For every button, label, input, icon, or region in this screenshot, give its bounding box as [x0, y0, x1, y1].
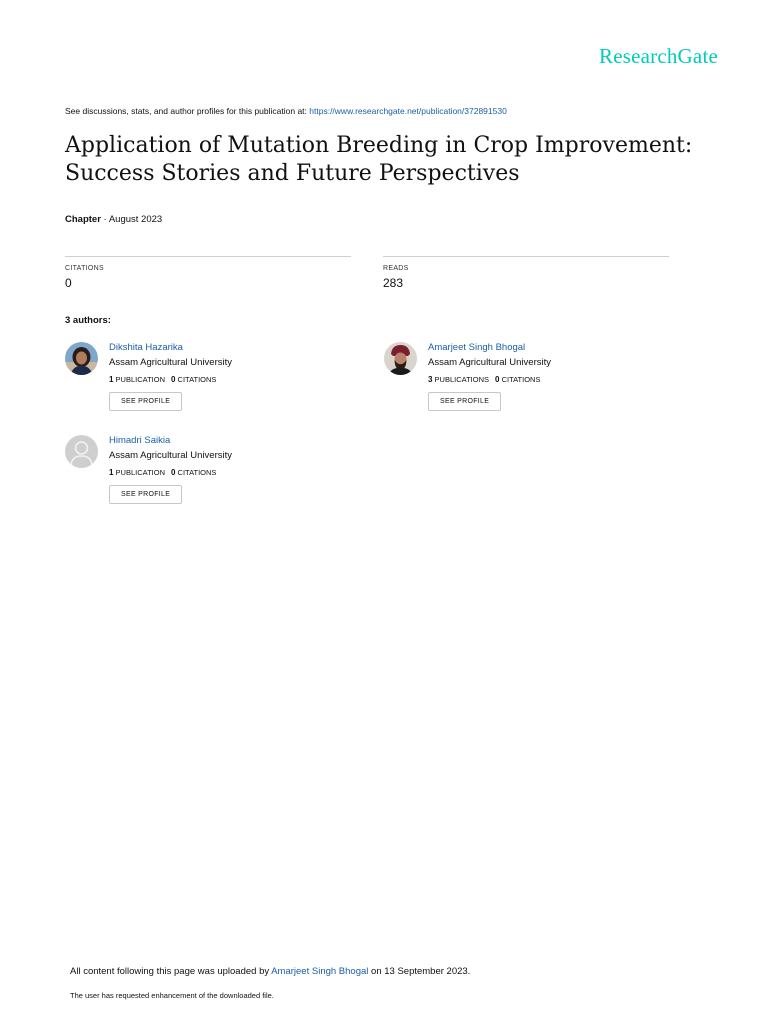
citations-stat [65, 256, 351, 290]
upload-suffix: on 13 September 2023. [368, 966, 471, 977]
author-counts [428, 375, 658, 384]
avatar[interactable] [65, 342, 98, 375]
avatar[interactable] [65, 435, 98, 468]
author-citations-label: CITATIONS [177, 375, 217, 384]
publications-label: PUBLICATIONS [434, 375, 490, 384]
uploader-link[interactable]: Amarjeet Singh Bhogal [271, 966, 369, 977]
publications-label: PUBLICATION [115, 468, 165, 477]
meta-separator: · [100, 214, 109, 225]
author-counts [109, 375, 339, 384]
author-institution: Assam Agricultural University [109, 357, 233, 368]
author-counts [109, 468, 339, 477]
reads-label: READS [383, 265, 409, 272]
publications-label: PUBLICATION [115, 375, 165, 384]
publications-count: 1 [109, 375, 114, 384]
publication-title: Application of Mutation Breeding in Crop Improvement: Success Stories and Future Perspectives [65, 133, 693, 186]
reads-stat [383, 256, 669, 290]
reads-value: 283 [383, 276, 404, 290]
default-avatar-icon [65, 435, 98, 468]
discussion-line [65, 106, 507, 116]
see-profile-button[interactable]: SEE PROFILE [109, 392, 182, 411]
enhancement-note: The user has requested enhancement of the downloaded file. [70, 991, 274, 1000]
author-name[interactable]: Himadri Saikia [109, 435, 171, 446]
citations-value: 0 [65, 276, 72, 290]
author-name[interactable]: Amarjeet Singh Bhogal [428, 342, 526, 353]
citations-label: CITATIONS [65, 265, 104, 272]
upload-note [70, 966, 470, 977]
authors-heading: 3 authors: [65, 315, 111, 326]
author-citations-label: CITATIONS [177, 468, 217, 477]
see-profile-button[interactable]: SEE PROFILE [109, 485, 182, 504]
publication-meta [65, 214, 162, 225]
publication-link[interactable]: https://www.researchgate.net/publication/372891530 [309, 106, 507, 116]
publication-date: August 2023 [108, 214, 163, 225]
author-photo-icon [65, 342, 98, 375]
researchgate-logo[interactable]: ResearchGate [599, 44, 718, 68]
author-citations-count: 0 [171, 468, 176, 477]
author-citations-count: 0 [495, 375, 500, 384]
author-citations-label: CITATIONS [501, 375, 541, 384]
author-citations-count: 0 [171, 375, 176, 384]
see-profile-button[interactable]: SEE PROFILE [428, 392, 501, 411]
author-photo-icon [384, 342, 417, 375]
upload-prefix: All content following this page was uploaded by [70, 966, 272, 977]
discussion-text: See discussions, stats, and author profiles for this publication at: [65, 106, 310, 116]
author-name[interactable]: Dikshita Hazarika [109, 342, 183, 353]
author-institution: Assam Agricultural University [109, 450, 233, 461]
author-institution: Assam Agricultural University [428, 357, 552, 368]
avatar[interactable] [384, 342, 417, 375]
publications-count: 3 [428, 375, 433, 384]
publication-type: Chapter [65, 214, 101, 225]
publications-count: 1 [109, 468, 114, 477]
